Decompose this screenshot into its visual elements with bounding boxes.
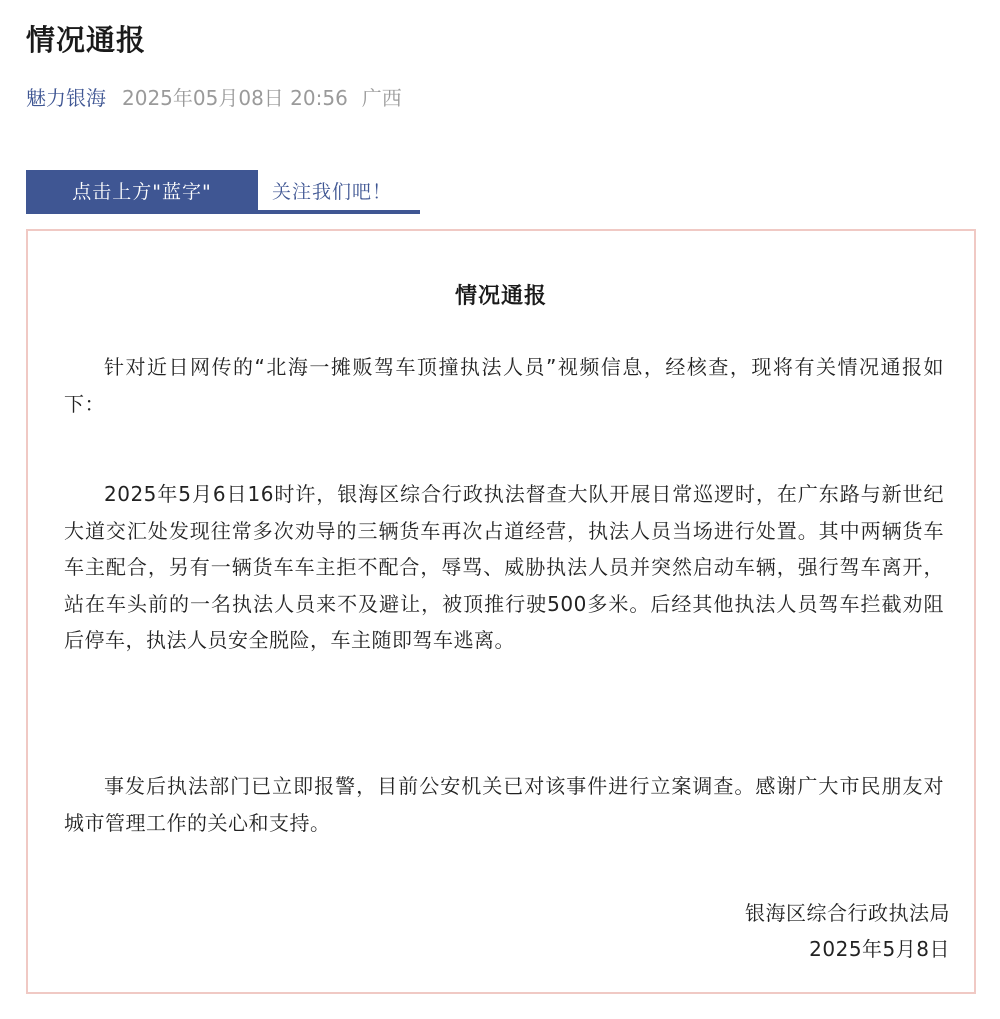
notice-title: 情况通报	[454, 284, 547, 309]
article-meta	[26, 82, 402, 111]
article-title: 情况通报	[26, 23, 147, 57]
notice-paragraph-1: 针对近日网传的“北海一摊贩驾车顶撞执法人员”视频信息，经核查，现将有关情况通报如下：	[64, 355, 944, 416]
account-name-link[interactable]: 魅力银海	[26, 86, 106, 110]
notice-paragraph-2: 2025年5月6日16时许，银海区综合行政执法督查大队开展日常巡逻时，在广东路与新世纪大道交汇处发现往常多次劝导的三辆货车再次占道经营，执法人员当场进行处置。其中两辆货车车主配合，另有一辆货车车主拒不配合，辱骂、威胁执法人员并突然启动车辆，强行驾车离开，站在车头前的一名执法人员来不及避让，被顶推行驶500多米。后经其他执法人员驾车拦截劝阻后停车，执法人员安全脱险，车主随即驾车逃离。	[64, 482, 944, 652]
signature-date: 2025年5月8日	[809, 937, 950, 961]
follow-banner[interactable]	[26, 170, 420, 214]
notice-paragraph-3: 事发后执法部门已立即报警，目前公安机关已对该事件进行立案调查。感谢广大市民朋友对城市管理工作的关心和支持。	[64, 774, 944, 835]
notice-box	[26, 229, 976, 994]
follow-banner-right: 关注我们吧！	[272, 180, 393, 203]
follow-banner-left: 点击上方"蓝字"	[26, 170, 258, 210]
signature-org: 银海区综合行政执法局	[745, 901, 950, 925]
publish-time: 2025年05月08日 20:56	[122, 86, 348, 110]
publish-location: 广西	[361, 86, 402, 110]
